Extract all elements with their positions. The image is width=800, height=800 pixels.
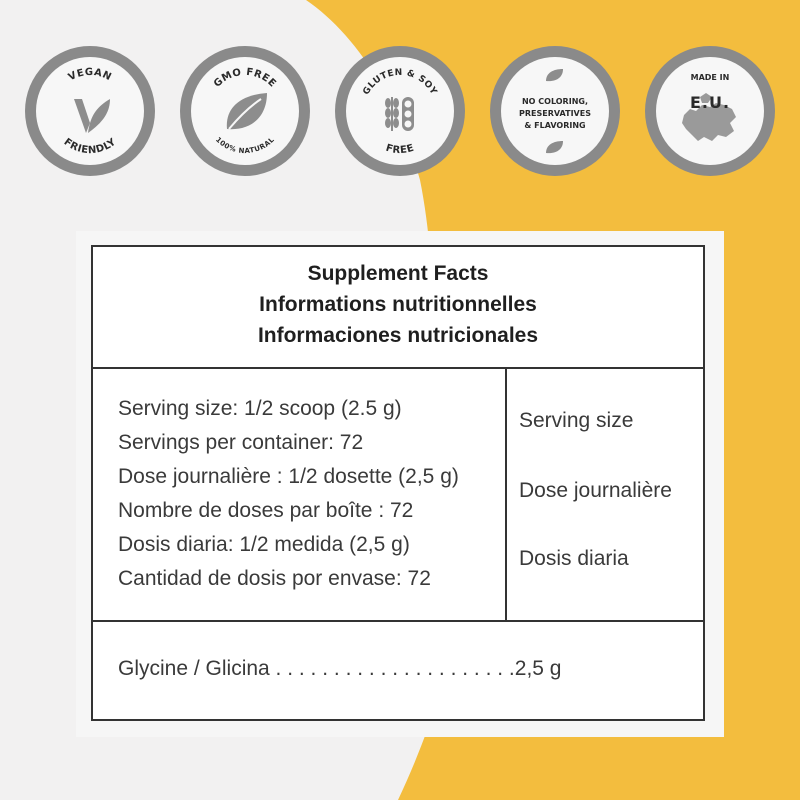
facts-title-en: Supplement Facts <box>307 262 489 285</box>
serving-line: Serving size: 1/2 scoop (2.5 g) <box>118 397 402 420</box>
svg-text:FREE <box>384 143 415 157</box>
svg-text:VEGAN <box>67 67 113 83</box>
gmo-free-badge <box>180 46 310 176</box>
serving-line: Dosis diaria: 1/2 medida (2,5 g) <box>118 533 410 556</box>
vegan-friendly-badge <box>25 46 155 176</box>
no-coloring-badge <box>490 46 620 176</box>
ingredient-row: Glycine / Glicina . . . . . . . . . . . . . . . . . . . . .2,5 g <box>118 657 562 680</box>
badge-bottom-text: FREE <box>384 142 416 157</box>
v-leaf-icon <box>74 99 110 133</box>
badge-bottom-text: FRIENDLY <box>61 136 119 157</box>
serving-info-section <box>93 367 703 622</box>
serving-label: Dose journalière <box>519 479 672 502</box>
serving-line: Nombre de doses par boîte : 72 <box>118 499 414 522</box>
serving-label: Serving size <box>519 409 634 432</box>
serving-line: Dose journalière : 1/2 dosette (2,5 g) <box>118 465 459 488</box>
badge-center-text: E.U. <box>689 93 731 112</box>
facts-header <box>93 247 703 369</box>
svg-text:FRIENDLY <box>62 136 119 156</box>
svg-text:GMO FREE <box>212 67 278 90</box>
serving-line: Cantidad de dosis por envase: 72 <box>118 567 431 590</box>
serving-label: Dosis diaria <box>519 547 629 570</box>
gluten-soy-free-badge <box>335 46 465 176</box>
badge-bottom-text: 100% NATURAL <box>213 135 277 156</box>
supplement-facts-table <box>91 245 705 721</box>
wheat-soy-icon <box>385 97 414 131</box>
badge-top-text: MADE IN <box>690 73 730 82</box>
serving-labels-column <box>507 367 703 620</box>
svg-text:100% NATURAL <box>214 136 276 155</box>
svg-text:GLUTEN & SOY <box>361 68 438 97</box>
leaf-icon <box>227 93 267 129</box>
badge-line-1: NO COLORING, <box>521 97 588 106</box>
badge-top-text: VEGAN <box>66 66 114 84</box>
made-in-eu-badge <box>645 46 775 176</box>
badge-top-text: GLUTEN & SOY <box>361 67 439 97</box>
serving-line: Servings per container: 72 <box>118 431 364 454</box>
badge-top-text: GMO FREE <box>211 66 279 90</box>
facts-title-es: Informaciones nutricionales <box>257 324 539 347</box>
facts-title-fr: Informations nutritionnelles <box>259 293 537 316</box>
serving-details-column <box>93 367 507 620</box>
badge-line-2: PRESERVATIVES <box>519 109 591 118</box>
badge-line-3: & FLAVORING <box>524 121 586 130</box>
